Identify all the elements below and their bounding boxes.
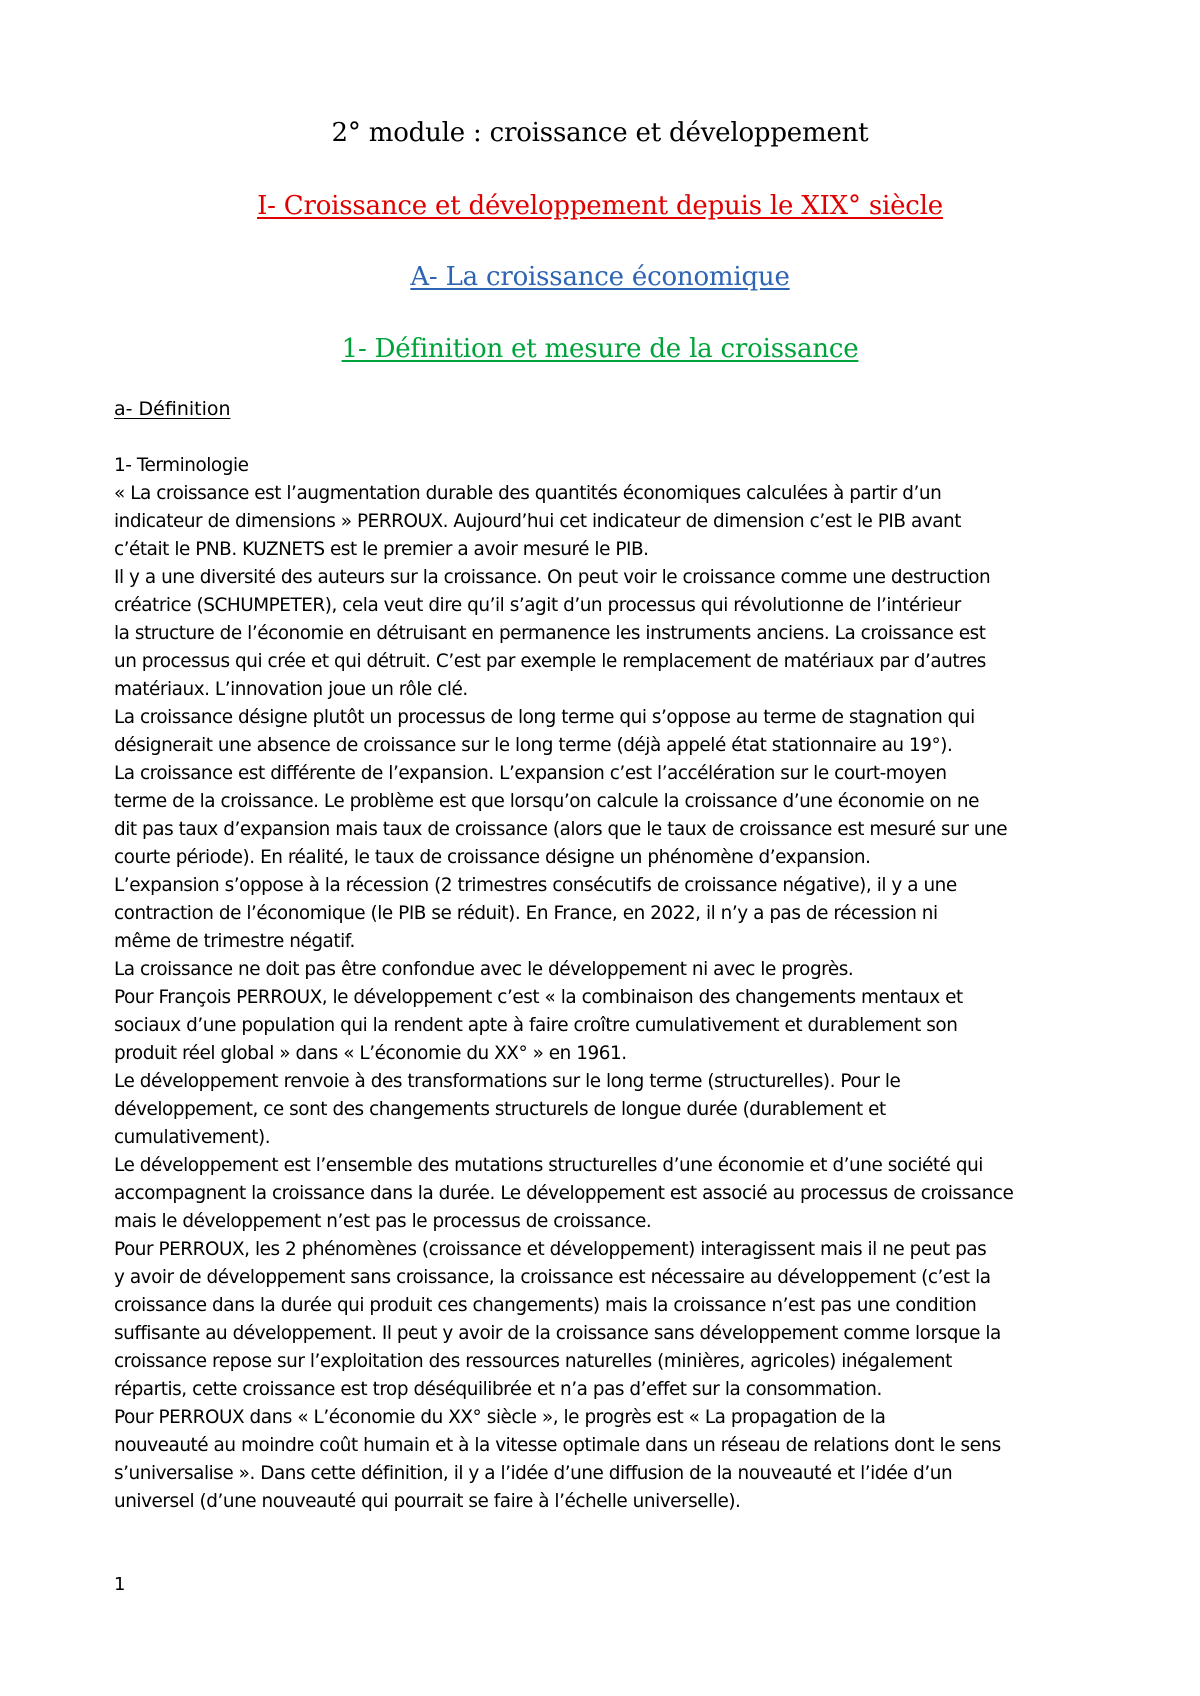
text-line: un processus qui crée et qui détruit. C’est par exemple le remplacement de matériaux par d’autres [114,651,986,672]
text-line: sociaux d’une population qui la rendent apte à faire croître cumulativement et durablement son [114,1015,958,1036]
text-line: nouveauté au moindre coût humain et à la vitesse optimale dans un réseau de relations dont le sens [114,1435,1001,1456]
text-line: suffisante au développement. Il peut y avoir de la croissance sans développement comme lorsque la [114,1323,1001,1344]
text-line: dit pas taux d’expansion mais taux de croissance (alors que le taux de croissance est mesuré sur une [114,819,1008,840]
text-line: indicateur de dimensions » PERROUX. Aujourd’hui cet indicateur de dimension c’est le PIB avant [114,511,962,532]
text-line: matériaux. L’innovation joue un rôle clé. [114,679,468,700]
text-line: désignerait une absence de croissance sur le long terme (déjà appelé état stationnaire au 19°). [114,735,953,756]
text-line: contraction de l’économique (le PIB se réduit). En France, en 2022, il n’y a pas de récession ni [114,903,938,924]
part-heading: I- Croissance et développement depuis le XIX° siècle [257,191,943,221]
text-line: la structure de l’économie en détruisant en permanence les instruments anciens. La croissance est [114,623,986,644]
text-line: répartis, cette croissance est trop déséquilibrée et n’a pas d’effet sur la consommation. [114,1379,882,1400]
text-line: même de trimestre négatif. [114,931,355,952]
text-line: accompagnent la croissance dans la durée. Le développement est associé au processus de croissance [114,1183,1014,1204]
text-line: Le développement renvoie à des transformations sur le long terme (structurelles). Pour le [114,1071,901,1092]
text-line: La croissance désigne plutôt un processus de long terme qui s’oppose au terme de stagnation qui [114,707,975,728]
text-line: 1- Terminologie [114,455,249,476]
text-line: mais le développement n’est pas le processus de croissance. [114,1211,652,1232]
text-line: y avoir de développement sans croissance, la croissance est nécessaire au développement (c’est la [114,1267,991,1288]
subsection-heading: 1- Définition et mesure de la croissance [341,334,859,364]
text-line: Pour PERROUX, les 2 phénomènes (croissance et développement) interagissent mais il ne peut pas [114,1239,987,1260]
text-line: créatrice (SCHUMPETER), cela veut dire qu’il s’agit d’un processus qui révolutionne de l’intérieur [114,595,961,616]
text-line: courte période). En réalité, le taux de croissance désigne un phénomène d’expansion. [114,847,871,868]
text-line: Pour François PERROUX, le développement c’est « la combinaison des changements mentaux et [114,987,963,1008]
module-title: 2° module : croissance et développement [331,118,869,148]
page-number: 1 [114,1574,126,1595]
text-line: L’expansion s’oppose à la récession (2 trimestres consécutifs de croissance négative), il y a une [114,875,957,896]
body-text [114,452,1104,1516]
subsubsection-heading: a- Définition [114,398,231,420]
text-line: terme de la croissance. Le problème est que lorsqu’on calcule la croissance d’une économie on ne [114,791,979,812]
section-heading: A- La croissance économique [410,262,790,292]
text-line: La croissance ne doit pas être confondue avec le développement ni avec le progrès. [114,959,854,980]
text-line: Il y a une diversité des auteurs sur la croissance. On peut voir le croissance comme une destruction [114,567,991,588]
text-line: produit réel global » dans « L’économie du XX° » en 1961. [114,1043,627,1064]
text-line: Pour PERROUX dans « L’économie du XX° siècle », le progrès est « La propagation de la [114,1407,886,1428]
text-line: universel (d’une nouveauté qui pourrait se faire à l’échelle universelle). [114,1491,741,1512]
text-line: La croissance est différente de l’expansion. L’expansion c’est l’accélération sur le court-moyen [114,763,947,784]
text-line: croissance dans la durée qui produit ces changements) mais la croissance n’est pas une condition [114,1295,977,1316]
text-line: c’était le PNB. KUZNETS est le premier a avoir mesuré le PIB. [114,539,649,560]
text-line: « La croissance est l’augmentation durable des quantités économiques calculées à partir d’un [114,483,942,504]
text-line: s’universalise ». Dans cette définition, il y a l’idée d’une diffusion de la nouveauté et l’idée d’un [114,1463,953,1484]
text-line: croissance repose sur l’exploitation des ressources naturelles (minières, agricoles) inégalement [114,1351,952,1372]
text-line: Le développement est l’ensemble des mutations structurelles d’une économie et d’une société qui [114,1155,983,1176]
text-line: cumulativement). [114,1127,271,1148]
text-line: développement, ce sont des changements structurels de longue durée (durablement et [114,1099,886,1120]
